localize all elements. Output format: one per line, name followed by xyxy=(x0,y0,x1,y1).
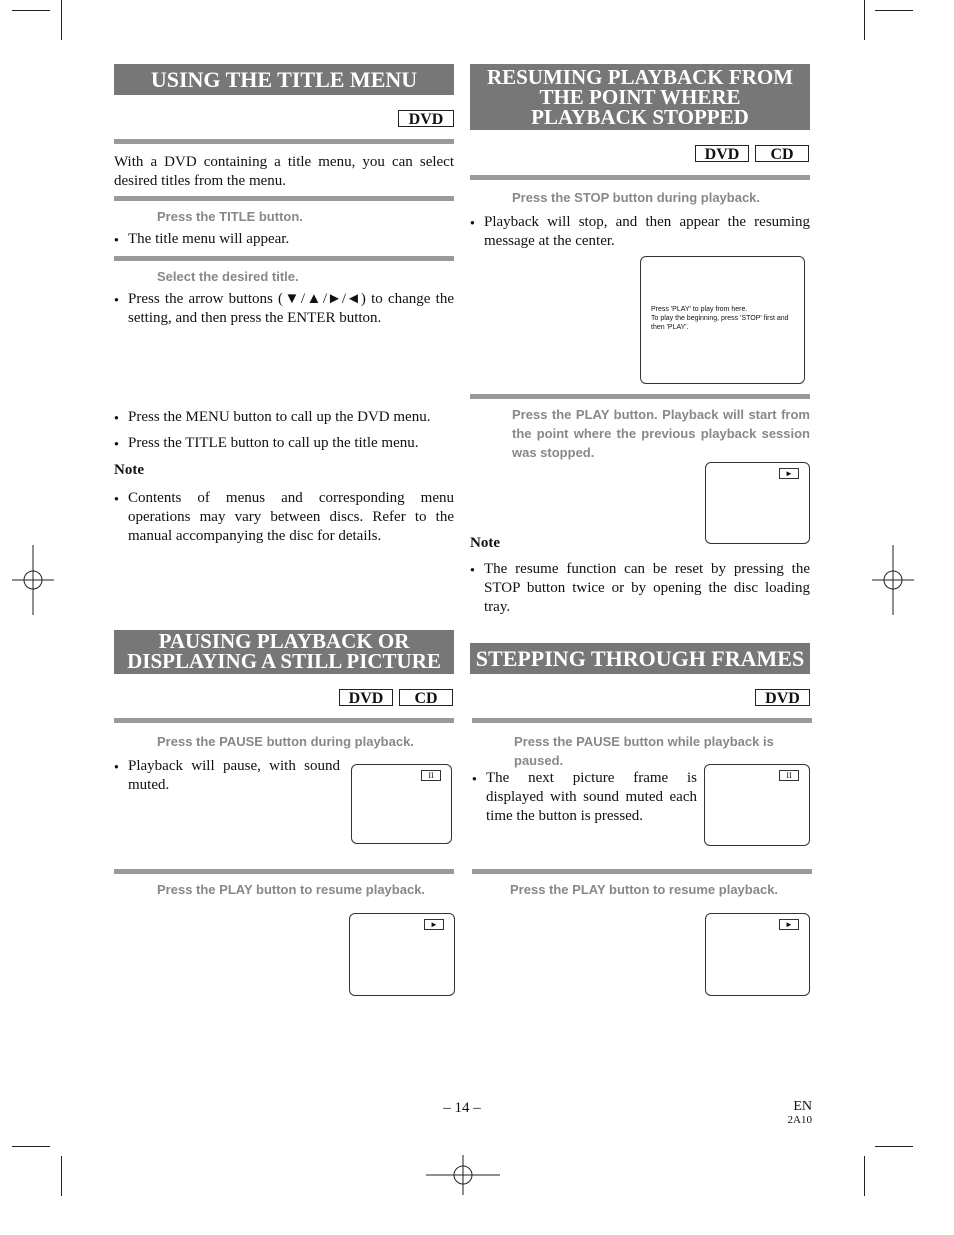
step-pause-button: Press the PAUSE button during playback. xyxy=(157,734,414,749)
step-resume-playback: Press the PLAY button to resume playback. xyxy=(510,882,779,897)
resume-message-text: Press 'PLAY' to play from here. To play the beginning, press 'STOP' first and then 'PLAY'. xyxy=(651,306,789,331)
step-title-button: Press the TITLE button. xyxy=(157,209,303,224)
bullet-menu-button: ● Press the MENU button to call up the DVD menu. xyxy=(114,408,454,427)
play-icon: ► xyxy=(779,919,799,930)
pause-icon: II xyxy=(779,770,799,781)
note-text: ● Contents of menus and corresponding menu operations may vary between discs. Refer to the manual accompanying the disc for details. xyxy=(114,489,454,546)
tv-screen-resume-message xyxy=(640,256,805,384)
divider xyxy=(470,394,810,399)
divider xyxy=(114,139,454,144)
crop-mark xyxy=(12,10,50,11)
section-heading-stepping: STEPPING THROUGH FRAMES xyxy=(470,643,810,674)
crop-mark xyxy=(61,0,62,40)
step-pause-while-paused: Press the PAUSE button while playback is paused. xyxy=(514,734,774,768)
divider xyxy=(114,869,454,874)
tv-screen-play xyxy=(349,913,455,996)
registration-mark-icon xyxy=(12,545,54,615)
step-select-title: Select the desired title. xyxy=(157,269,299,284)
note-label: Note xyxy=(470,535,500,551)
tv-screen-play xyxy=(705,462,810,544)
bullet-playback-pause: ● Playback will pause, with sound muted. xyxy=(114,757,340,795)
crop-mark xyxy=(12,1146,50,1147)
crop-mark xyxy=(864,0,865,40)
crop-mark xyxy=(864,1156,865,1196)
divider xyxy=(472,718,812,723)
bullet-next-frame: ● The next picture frame is displayed with sound muted each time the button is pressed. xyxy=(472,769,697,826)
play-icon: ► xyxy=(424,919,444,930)
cd-badge: CD xyxy=(755,145,809,162)
cd-badge: CD xyxy=(399,689,453,706)
note-text: ● The resume function can be reset by pressing the STOP button twice or by opening the disc loading tray. xyxy=(470,560,810,617)
dvd-badge: DVD xyxy=(695,145,749,162)
tv-screen-pause xyxy=(704,764,810,846)
tv-screen-play xyxy=(705,913,810,996)
bullet-arrow-buttons: ● Press the arrow buttons (▼/▲/►/◄) to change the setting, and then press the ENTER button. xyxy=(114,290,454,328)
intro-text: With a DVD containing a title menu, you can select desired titles from the menu. xyxy=(114,154,454,189)
section-heading-title-menu: USING THE TITLE MENU xyxy=(114,64,454,95)
bullet-title-menu-appear: ● The title menu will appear. xyxy=(114,230,454,249)
model-code: 2A10 xyxy=(787,1114,812,1126)
crop-mark xyxy=(875,10,913,11)
section-heading-pause: PAUSING PLAYBACK OR DISPLAYING A STILL PICTURE xyxy=(114,630,454,674)
page-number: – 14 – xyxy=(443,1100,481,1116)
section-heading-resume: RESUMING PLAYBACK FROM THE POINT WHERE PLAYBACK STOPPED xyxy=(470,64,810,130)
crop-mark xyxy=(61,1156,62,1196)
crop-mark xyxy=(875,1146,913,1147)
registration-mark-icon xyxy=(872,545,914,615)
tv-screen-pause xyxy=(351,764,452,844)
pause-icon: II xyxy=(421,770,441,781)
dvd-badge: DVD xyxy=(755,689,810,706)
divider xyxy=(114,196,454,201)
dvd-badge: DVD xyxy=(398,110,454,127)
note-label: Note xyxy=(114,462,144,478)
step-play-button: Press the PLAY button. Playback will start from the point where the previous playback session was stopped. xyxy=(512,407,810,460)
registration-mark-icon xyxy=(426,1155,500,1195)
bullet-title-button: ● Press the TITLE button to call up the title menu. xyxy=(114,434,454,453)
divider xyxy=(472,869,812,874)
language-code: EN xyxy=(793,1099,812,1114)
bullet-playback-stop: ● Playback will stop, and then appear the resuming message at the center. xyxy=(470,213,810,251)
step-resume-playback: Press the PLAY button to resume playback. xyxy=(157,882,426,897)
divider xyxy=(114,718,454,723)
divider xyxy=(114,256,454,261)
divider xyxy=(470,175,810,180)
dvd-badge: DVD xyxy=(339,689,393,706)
play-icon: ► xyxy=(779,468,799,479)
step-stop-button: Press the STOP button during playback. xyxy=(512,190,761,205)
